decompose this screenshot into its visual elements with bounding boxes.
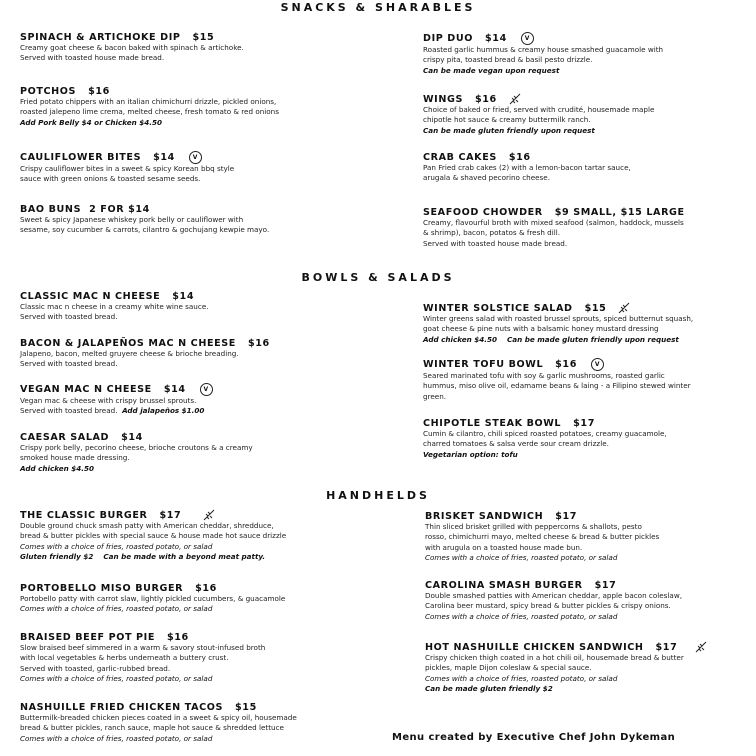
- item-sides: Comes with a choice of fries, roasted potato, or salad: [20, 733, 213, 743]
- item-desc: Creamy, flavourful broth with mixed seafood (salmon, haddock, mussels: [423, 218, 684, 227]
- menu-item-potchos: [20, 86, 350, 128]
- menu-item-bacon-jalapeno-mac: [20, 338, 350, 370]
- item-price: $14: [172, 291, 195, 302]
- item-price: $16: [247, 338, 270, 349]
- item-desc: bread & butter pickles, ranch sauce, maple hot sauce & shredded lettuce: [20, 723, 284, 733]
- item-desc: Crispy pork belly, pecorino cheese, brioche croutons & a creamy: [20, 443, 253, 452]
- item-note: Can be made gluten friendly upon request: [423, 125, 595, 135]
- item-desc: pickles, maple Dijon coleslaw & special sauce.: [425, 663, 592, 673]
- item-name: WINGS: [423, 93, 463, 105]
- item-desc: arugala & shaved pecorino cheese.: [423, 173, 551, 183]
- item-price: $15: [584, 302, 607, 314]
- item-desc: Fried potato chippers with an italian chimichurri drizzle, pickled onions,: [20, 97, 277, 106]
- item-sides: Comes with a choice of fries, roasted potato, or salad: [20, 541, 213, 551]
- item-desc: [20, 406, 350, 416]
- item-note: Add Pork Belly $4 or Chicken $4.50: [20, 117, 162, 127]
- item-desc: Slow braised beef simmered in a warm & savory stout-infused broth: [20, 643, 266, 652]
- item-desc: rosso, chimichurri mayo, melted cheese & bread & butter pickles: [425, 532, 660, 542]
- item-price: $17: [159, 509, 182, 521]
- item-price: $9 SMALL, $15 LARGE: [554, 207, 685, 218]
- item-name: POTCHOS: [20, 86, 77, 97]
- item-name: THE CLASSIC BURGER: [20, 509, 148, 521]
- item-price: $17: [655, 641, 678, 653]
- item-desc: bread & butter pickles with special sauce & house made hot sauce drizzle: [20, 531, 287, 541]
- item-name: WINTER SOLSTICE SALAD: [423, 302, 573, 314]
- item-sides: Comes with a choice of fries, roasted potato, or salad: [425, 673, 618, 683]
- item-note: Add chicken $4.50 Can be made gluten friendly upon request: [423, 334, 679, 344]
- gluten-friendly-icon: [509, 93, 521, 105]
- menu-item-caesar-salad: [20, 432, 350, 474]
- item-price: $14: [485, 33, 507, 44]
- item-desc: Carolina beer mustard, spicy bread & butter pickles & crispy onions.: [425, 601, 671, 611]
- item-price: $16: [474, 93, 497, 105]
- item-price: $17: [594, 580, 617, 591]
- menu-item-winter-tofu-bowl: [423, 358, 753, 402]
- menu-item-dip-duo: [423, 32, 753, 76]
- item-name: BRAISED BEEF POT PIE: [20, 632, 155, 643]
- item-sides: Comes with a choice of fries, roasted potato, or salad: [20, 673, 213, 683]
- item-name: VEGAN MAC N CHEESE: [20, 384, 152, 395]
- item-name: CLASSIC MAC N CHEESE: [20, 291, 161, 302]
- item-note: Can be made vegan upon request: [423, 65, 560, 75]
- item-name: CAULIFLOWER BITES: [20, 152, 142, 163]
- menu-item-classic-burger: [20, 509, 350, 562]
- item-desc: sauce with green onions & toasted sesame seeds.: [20, 174, 201, 184]
- item-note: Add chicken $4.50: [20, 463, 94, 473]
- item-price: $15: [192, 32, 215, 43]
- item-desc: Served with toasted, garlic-rubbed bread.: [20, 663, 171, 673]
- item-name: DIP DUO: [423, 33, 474, 44]
- item-desc-text: Served with toasted bread.: [20, 406, 118, 416]
- menu-item-chipotle-steak-bowl: [423, 418, 753, 460]
- item-desc: hummus, miso olive oil, edamame beans & laing - a Filipino stewed winter: [423, 381, 691, 391]
- item-desc: Portobello patty with carrot slaw, lightly pickled cucumbers, & guacamole: [20, 594, 286, 603]
- item-name: BAO BUNS: [20, 204, 82, 215]
- item-sides: Comes with a choice of fries, roasted potato, or salad: [425, 611, 618, 621]
- menu-item-pot-pie: [20, 632, 350, 684]
- item-desc: Roasted garlic hummus & creamy house smashed guacamole with: [423, 45, 664, 54]
- item-price: $14: [153, 152, 175, 163]
- item-name: CAROLINA SMASH BURGER: [425, 580, 583, 591]
- item-price: $14: [121, 432, 143, 443]
- chef-credit: Menu created by Executive Chef John Dykeman: [392, 732, 676, 743]
- item-desc: goat cheese & pine nuts with a balsamic honey mustard dressing: [423, 324, 659, 334]
- item-desc: sesame, soy cucumber & carrots, cilantro & gochujang kewpie mayo.: [20, 225, 270, 235]
- item-desc: Buttermilk-breaded chicken pieces coated in a sweet & spicy oil, housemade: [20, 713, 297, 722]
- menu-item-winter-solstice-salad: [423, 302, 753, 345]
- item-desc: Double smashed patties with American cheddar, apple bacon coleslaw,: [425, 591, 682, 600]
- section-title-handhelds: HANDHELDS: [326, 489, 430, 502]
- menu-item-classic-mac: [20, 291, 350, 323]
- gluten-friendly-icon: [203, 509, 215, 521]
- menu-item-hot-nashville-sandwich: [425, 641, 755, 694]
- menu-item-crab-cakes: [423, 152, 753, 184]
- item-price: $16: [508, 152, 531, 163]
- item-desc: Classic mac n cheese in a creamy white wine sauce.: [20, 302, 209, 311]
- item-name: WINTER TOFU BOWL: [423, 359, 544, 370]
- item-price: $17: [573, 418, 595, 429]
- item-note: Can be made gluten friendly $2: [425, 683, 553, 693]
- item-name: NASHUILLE FRIED CHICKEN TACOS: [20, 702, 224, 713]
- item-desc: Cumin & cilantro, chili spiced roasted potatoes, creamy guacamole,: [423, 429, 667, 438]
- item-name: CRAB CAKES: [423, 152, 497, 163]
- item-desc: Creamy goat cheese & bacon baked with spinach & artichoke.: [20, 43, 244, 52]
- menu-item-seafood-chowder: [423, 207, 753, 249]
- menu-item-bao-buns: [20, 204, 350, 236]
- item-price: $14: [163, 384, 186, 395]
- item-price: $16: [195, 583, 217, 594]
- menu-item-vegan-mac: [20, 383, 350, 417]
- vegan-icon: V: [521, 32, 534, 45]
- vegan-icon: V: [189, 151, 202, 164]
- menu-item-wings: [423, 93, 753, 136]
- item-desc: Pan Fried crab cakes (2) with a lemon-bacon tartar sauce,: [423, 163, 631, 172]
- item-desc: chipotle hot sauce & creamy buttermilk ranch.: [423, 115, 591, 125]
- item-desc: smoked house made dressing.: [20, 453, 130, 463]
- item-price: $16: [167, 632, 189, 643]
- item-name: HOT NASHUILLE CHICKEN SANDWICH: [425, 641, 644, 653]
- item-desc: Choice of baked or fried, served with crudité, housemade maple: [423, 105, 655, 114]
- item-desc: Served with toasted bread.: [20, 359, 118, 369]
- item-price: $15: [235, 702, 257, 713]
- section-title-snacks: SNACKS & SHARABLES: [280, 1, 476, 14]
- item-name: SPINACH & ARTICHOKE DIP: [20, 32, 181, 43]
- item-desc: charred tomatoes & salsa verde sour cream drizzle.: [423, 439, 609, 449]
- item-price: $17: [555, 511, 578, 522]
- item-price: $16: [88, 86, 110, 97]
- menu-item-spinach-dip: [20, 32, 350, 64]
- item-note: Vegetarian option: tofu: [423, 449, 518, 459]
- item-desc: Sweet & spicy Japanese whiskey pork belly or cauliflower with: [20, 215, 244, 224]
- item-desc: & shrimp), bacon, potatos & fresh dill.: [423, 228, 561, 238]
- item-name: CHIPOTLE STEAK BOWL: [423, 418, 562, 429]
- item-name: BRISKET SANDWICH: [425, 511, 544, 522]
- item-desc: green.: [423, 391, 447, 401]
- item-name: CAESAR SALAD: [20, 432, 110, 443]
- item-desc: Thin sliced brisket grilled with peppercorns & shallots, pesto: [425, 522, 642, 531]
- item-desc: Crispy cauliflower bites in a sweet & spicy Korean bbq style: [20, 164, 235, 173]
- gluten-friendly-icon: [618, 302, 630, 314]
- menu-item-portobello-burger: [20, 583, 350, 615]
- item-desc: Jalapeno, bacon, melted gruyere cheese & brioche breading.: [20, 349, 239, 358]
- vegan-icon: V: [200, 383, 213, 396]
- item-desc: Double ground chuck smash patty with American cheddar, shredduce,: [20, 521, 274, 530]
- item-sides: Comes with a choice of fries, roasted potato, or salad: [20, 604, 213, 614]
- menu-item-cauliflower-bites: [20, 151, 350, 185]
- menu-item-chicken-tacos: [20, 702, 350, 744]
- item-name: PORTOBELLO MISO BURGER: [20, 583, 184, 594]
- item-sides: Comes with a choice of fries, roasted potato, or salad: [425, 552, 618, 562]
- item-name: BACON & JALAPEÑOS MAC N CHEESE: [20, 338, 236, 349]
- item-desc: Crispy chicken thigh coated in a hot chili oil, housemade bread & butter: [425, 653, 684, 662]
- item-price: $16: [555, 359, 577, 370]
- item-desc: Winter greens salad with roasted brussel sprouts, spiced butternut squash,: [423, 314, 694, 323]
- item-desc: roasted jalepeno lime crema, melted cheese, fresh tomato & red onions: [20, 107, 279, 117]
- item-price: 2 FOR $14: [89, 204, 150, 215]
- item-desc: with arugula on a toasted house made bun.: [425, 542, 583, 552]
- item-desc: with local vegetables & herbs underneath a buttery crust.: [20, 653, 229, 663]
- item-desc: crispy pita, toasted bread & basil pesto drizzle.: [423, 55, 593, 65]
- item-desc: Vegan mac & cheese with crispy brussel sprouts.: [20, 396, 197, 405]
- gluten-friendly-icon: [695, 641, 707, 653]
- item-desc: Seared marinated tofu with soy & garlic mushrooms, roasted garlic: [423, 371, 665, 380]
- item-desc: Served with toasted bread.: [20, 312, 118, 322]
- item-note: Add jalapeños $1.00: [122, 406, 205, 416]
- vegan-icon: V: [591, 358, 604, 371]
- menu-item-carolina-smash-burger: [425, 580, 755, 622]
- section-title-bowls: BOWLS & SALADS: [301, 271, 455, 284]
- item-note: Gluten friendly $2 Can be made with a beyond meat patty.: [20, 551, 266, 561]
- menu-item-brisket-sandwich: [425, 511, 755, 563]
- item-desc: Served with toasted house made bread.: [20, 53, 165, 63]
- item-name: SEAFOOD CHOWDER: [423, 207, 543, 218]
- item-desc: Served with toasted house made bread.: [423, 238, 568, 248]
